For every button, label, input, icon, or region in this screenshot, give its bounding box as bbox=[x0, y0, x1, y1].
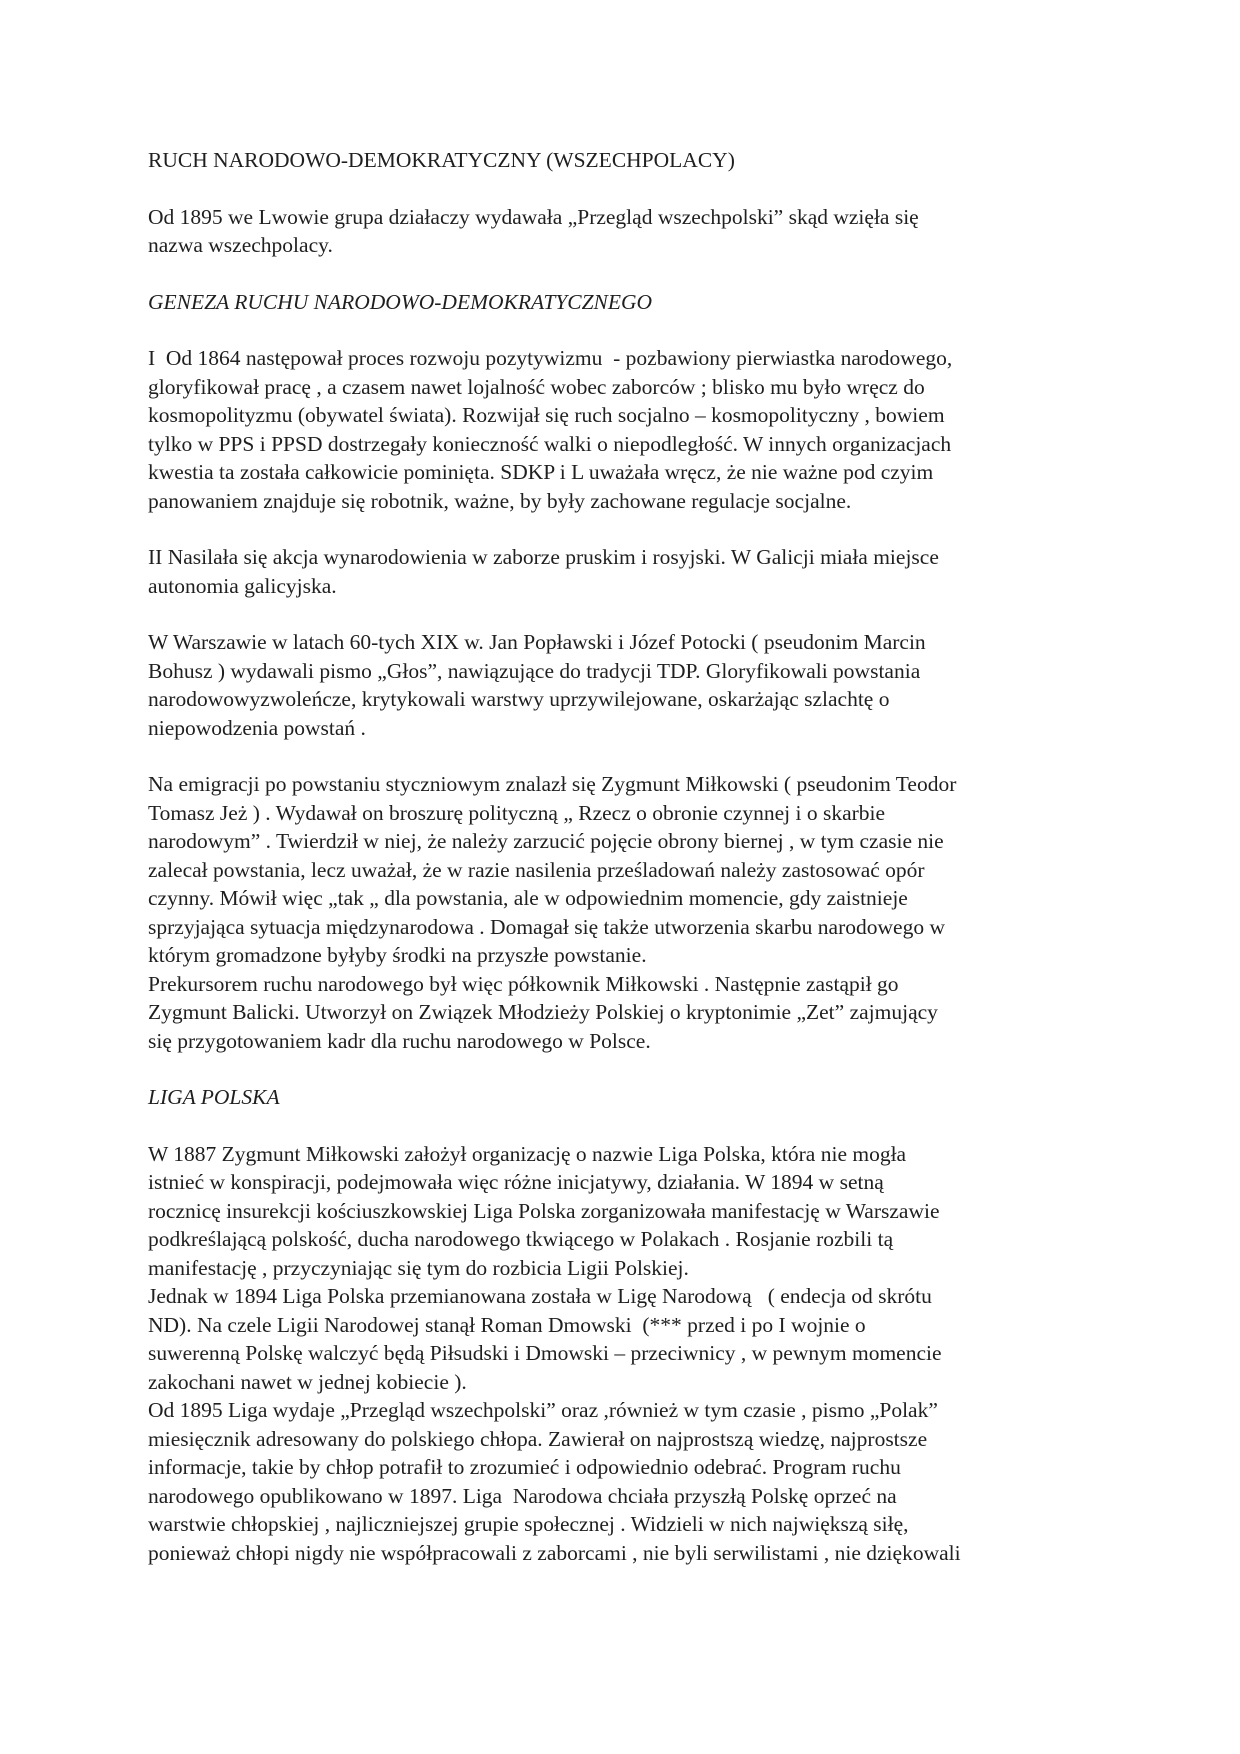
text-line: Od 1895 we Lwowie grupa działaczy wydawała „Przegląd wszechpolski” skąd wzięła się bbox=[148, 204, 919, 229]
text-line: Prekursorem ruchu narodowego był więc półkownik Miłkowski . Następnie zastąpił go bbox=[148, 971, 899, 996]
text-line: rocznicę insurekcji kościuszkowskiej Liga Polska zorganizowała manifestację w Warszawie bbox=[148, 1198, 940, 1223]
text-line: ND). Na czele Ligii Narodowej stanął Roman Dmowski (*** przed i po I wojnie o bbox=[148, 1312, 866, 1337]
text-line: panowaniem znajduje się robotnik, ważne, by były zachowane regulacje socjalne. bbox=[148, 488, 852, 513]
text-line: I Od 1864 następował proces rozwoju pozytywizmu - pozbawiony pierwiastka narodowego, bbox=[148, 346, 953, 370]
text-line: II Nasilała się akcja wynarodowienia w zaborze pruskim i rosyjski. W Galicji miała miejsce bbox=[148, 545, 939, 569]
intro-paragraph bbox=[148, 203, 1098, 260]
text-line: kwestia ta została całkowicie pominięta. SDKP i L uważała wręcz, że nie ważne pod czyim bbox=[148, 460, 934, 484]
text-line: tylko w PPS i PPSD dostrzegały konieczność walki o niepodległość. W innych organizacjach bbox=[148, 431, 952, 456]
paragraph-warszawa bbox=[148, 628, 1098, 742]
text-line: kosmopolityzmu (obywatel świata). Rozwijał się ruch socjalno – kosmopolityczny , bowiem bbox=[148, 403, 945, 427]
text-line: W Warszawie w latach 60-tych XIX w. Jan Popławski i Józef Potocki ( pseudonim Marcin bbox=[148, 630, 926, 654]
text-line: Bohusz ) wydawali pismo „Głos”, nawiązujące do tradycji TDP. Gloryfikowali powstania bbox=[148, 658, 921, 683]
section-heading-geneza bbox=[148, 288, 1098, 317]
text-line: narodowym” . Twierdził w niej, że należy zarzucić pojęcie obrony biernej , w tym czasie nie bbox=[148, 829, 944, 853]
text-line: niepowodzenia powstań . bbox=[148, 715, 366, 740]
paragraph-liga-polska bbox=[148, 1140, 1098, 1568]
text-line: podkreślającą polskość, ducha narodowego tkwiącego w Polakach . Rosjanie rozbili tą bbox=[148, 1227, 894, 1251]
text-line: ponieważ chłopi nigdy nie współpracowali z zaborcami , nie byli serwilistami , nie dziękowali bbox=[148, 1540, 961, 1565]
text-line: miesięcznik adresowany do polskiego chłopa. Zawierał on najprostszą wiedzę, najprostsze bbox=[148, 1426, 928, 1451]
text-line: czynny. Mówił więc „tak „ dla powstania, ale w odpowiednim momencie, gdy zaistnieje bbox=[148, 886, 908, 910]
document-title bbox=[148, 146, 1098, 175]
text-line: zalecał powstania, lecz uważał, że w razie nasilenia prześladowań należy zastosować opór bbox=[148, 857, 925, 882]
text-line: narodowowyzwoleńcze, krytykowali warstwy uprzywilejowane, oskarżając szlachtę o bbox=[148, 687, 890, 711]
text-line: Zygmunt Balicki. Utworzył on Związek Młodzieży Polskiej o kryptonimie „Zet” zajmujący bbox=[148, 1000, 938, 1024]
title-line: RUCH NARODOWO-DEMOKRATYCZNY (WSZECHPOLACY) bbox=[148, 148, 735, 172]
text-line: Na emigracji po powstaniu styczniowym znalazł się Zygmunt Miłkowski ( pseudonim Teodor bbox=[148, 772, 957, 796]
text-line: narodowego opublikowano w 1897. Liga Narodowa chciała przyszłą Polskę oprzeć na bbox=[148, 1483, 897, 1508]
text-line: suwerenną Polskę walczyć będą Piłsudski i Dmowski – przeciwnicy , w pewnym momencie bbox=[148, 1341, 942, 1365]
text-line: manifestację , przyczyniając się tym do rozbicia Ligii Polskiej. bbox=[148, 1255, 689, 1280]
text-line: informacje, takie by chłop potrafił to zrozumieć i odpowiednio odebrać. Program ruchu bbox=[148, 1455, 901, 1479]
text-line: którym gromadzone byłyby środki na przyszłe powstanie. bbox=[148, 943, 647, 967]
text-line: W 1887 Zygmunt Miłkowski założył organizację o nazwie Liga Polska, która nie mogła bbox=[148, 1141, 907, 1166]
paragraph-pozytywizm bbox=[148, 344, 1098, 515]
text-line: gloryfikował pracę , a czasem nawet lojalność wobec zaborców ; blisko mu było wręcz do bbox=[148, 374, 925, 399]
text-line: istnieć w konspiracji, podejmowała więc różne inicjatywy, działania. W 1894 w setną bbox=[148, 1170, 884, 1194]
paragraph-emigracja bbox=[148, 770, 1098, 1055]
heading-line: LIGA POLSKA bbox=[148, 1085, 280, 1109]
paragraph-wynarodowienie bbox=[148, 543, 1098, 600]
text-line: Od 1895 Liga wydaje „Przegląd wszechpolski” oraz ,również w tym czasie , pismo „Polak” bbox=[148, 1398, 938, 1422]
text-line: sprzyjająca sytuacja międzynarodowa . Domagał się także utworzenia skarbu narodowego w bbox=[148, 914, 945, 939]
text-line: nazwa wszechpolacy. bbox=[148, 233, 333, 257]
text-line: zakochani nawet w jednej kobiecie ). bbox=[148, 1369, 467, 1394]
heading-line: GENEZA RUCHU NARODOWO-DEMOKRATYCZNEGO bbox=[148, 289, 653, 314]
text-line: autonomia galicyjska. bbox=[148, 573, 337, 598]
document-body bbox=[148, 146, 1098, 1567]
text-line: Jednak w 1894 Liga Polska przemianowana została w Ligę Narodową ( endecja od skrótu bbox=[148, 1284, 932, 1308]
text-line: Tomasz Jeż ) . Wydawał on broszurę polityczną „ Rzecz o obronie czynnej i o skarbie bbox=[148, 800, 886, 825]
section-heading-liga-polska bbox=[148, 1083, 1098, 1112]
text-line: warstwie chłopskiej , najliczniejszej grupie społecznej . Widzieli w nich największą siłę, bbox=[148, 1512, 909, 1536]
text-line: się przygotowaniem kadr dla ruchu narodowego w Polsce. bbox=[148, 1028, 651, 1053]
